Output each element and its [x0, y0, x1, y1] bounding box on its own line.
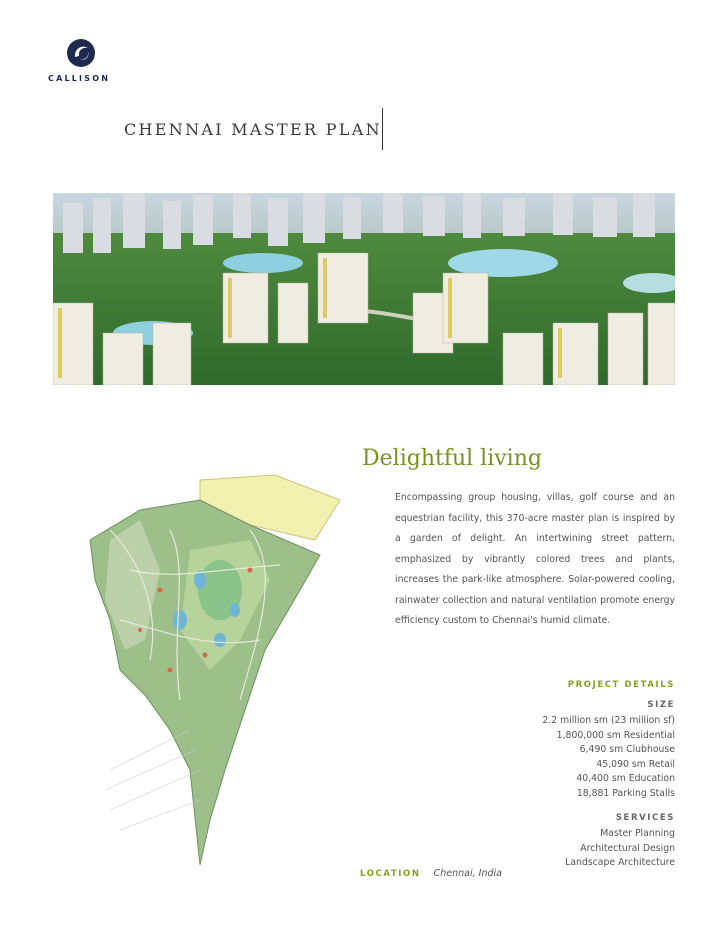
section-heading: Delightful living	[362, 446, 542, 471]
size-line: 18,881 Parking Stalls	[576, 787, 675, 799]
size-line: 45,090 sm Retail	[596, 758, 675, 770]
description-paragraph: Encompassing group housing, villas, golf course and an equestrian facility, this 370-acre master plan is inspired by a garden of delight. An intertwining street pattern, emphasized by vibrantly colored trees and plants, increases the park-like atmosphere. Solar-powered cooling, rainwater collection and natural ventilation promote energy efficiency custom to Chennai's humid climate.	[395, 492, 675, 626]
location-line	[360, 868, 502, 879]
size-label: SIZE	[647, 700, 675, 710]
service-line: Architectural Design	[580, 842, 675, 854]
logo-text: CALLISON	[48, 74, 111, 83]
size-line: 1,800,000 sm Residential	[556, 729, 675, 741]
callison-logo	[48, 38, 118, 88]
project-details-heading: PROJECT DETAILS	[567, 680, 675, 690]
location-value: Chennai, India	[433, 868, 502, 879]
size-line: 6,490 sm Clubhouse	[579, 744, 675, 755]
hero-aerial-image	[53, 193, 675, 385]
service-line: Landscape Architecture	[565, 857, 675, 868]
size-line: 2.2 million sm (23 million sf)	[542, 715, 675, 726]
swirl-logo-icon	[66, 38, 96, 68]
size-line: 40,400 sm Education	[576, 773, 675, 784]
site-master-plan-image	[50, 470, 350, 890]
service-line: Master Planning	[600, 828, 675, 839]
location-label: LOCATION	[360, 869, 421, 879]
project-description	[395, 488, 675, 632]
page-title: CHENNAI MASTER PLAN	[124, 120, 382, 139]
services-label: SERVICES	[615, 813, 675, 823]
title-divider	[382, 108, 383, 150]
project-details	[475, 680, 675, 871]
